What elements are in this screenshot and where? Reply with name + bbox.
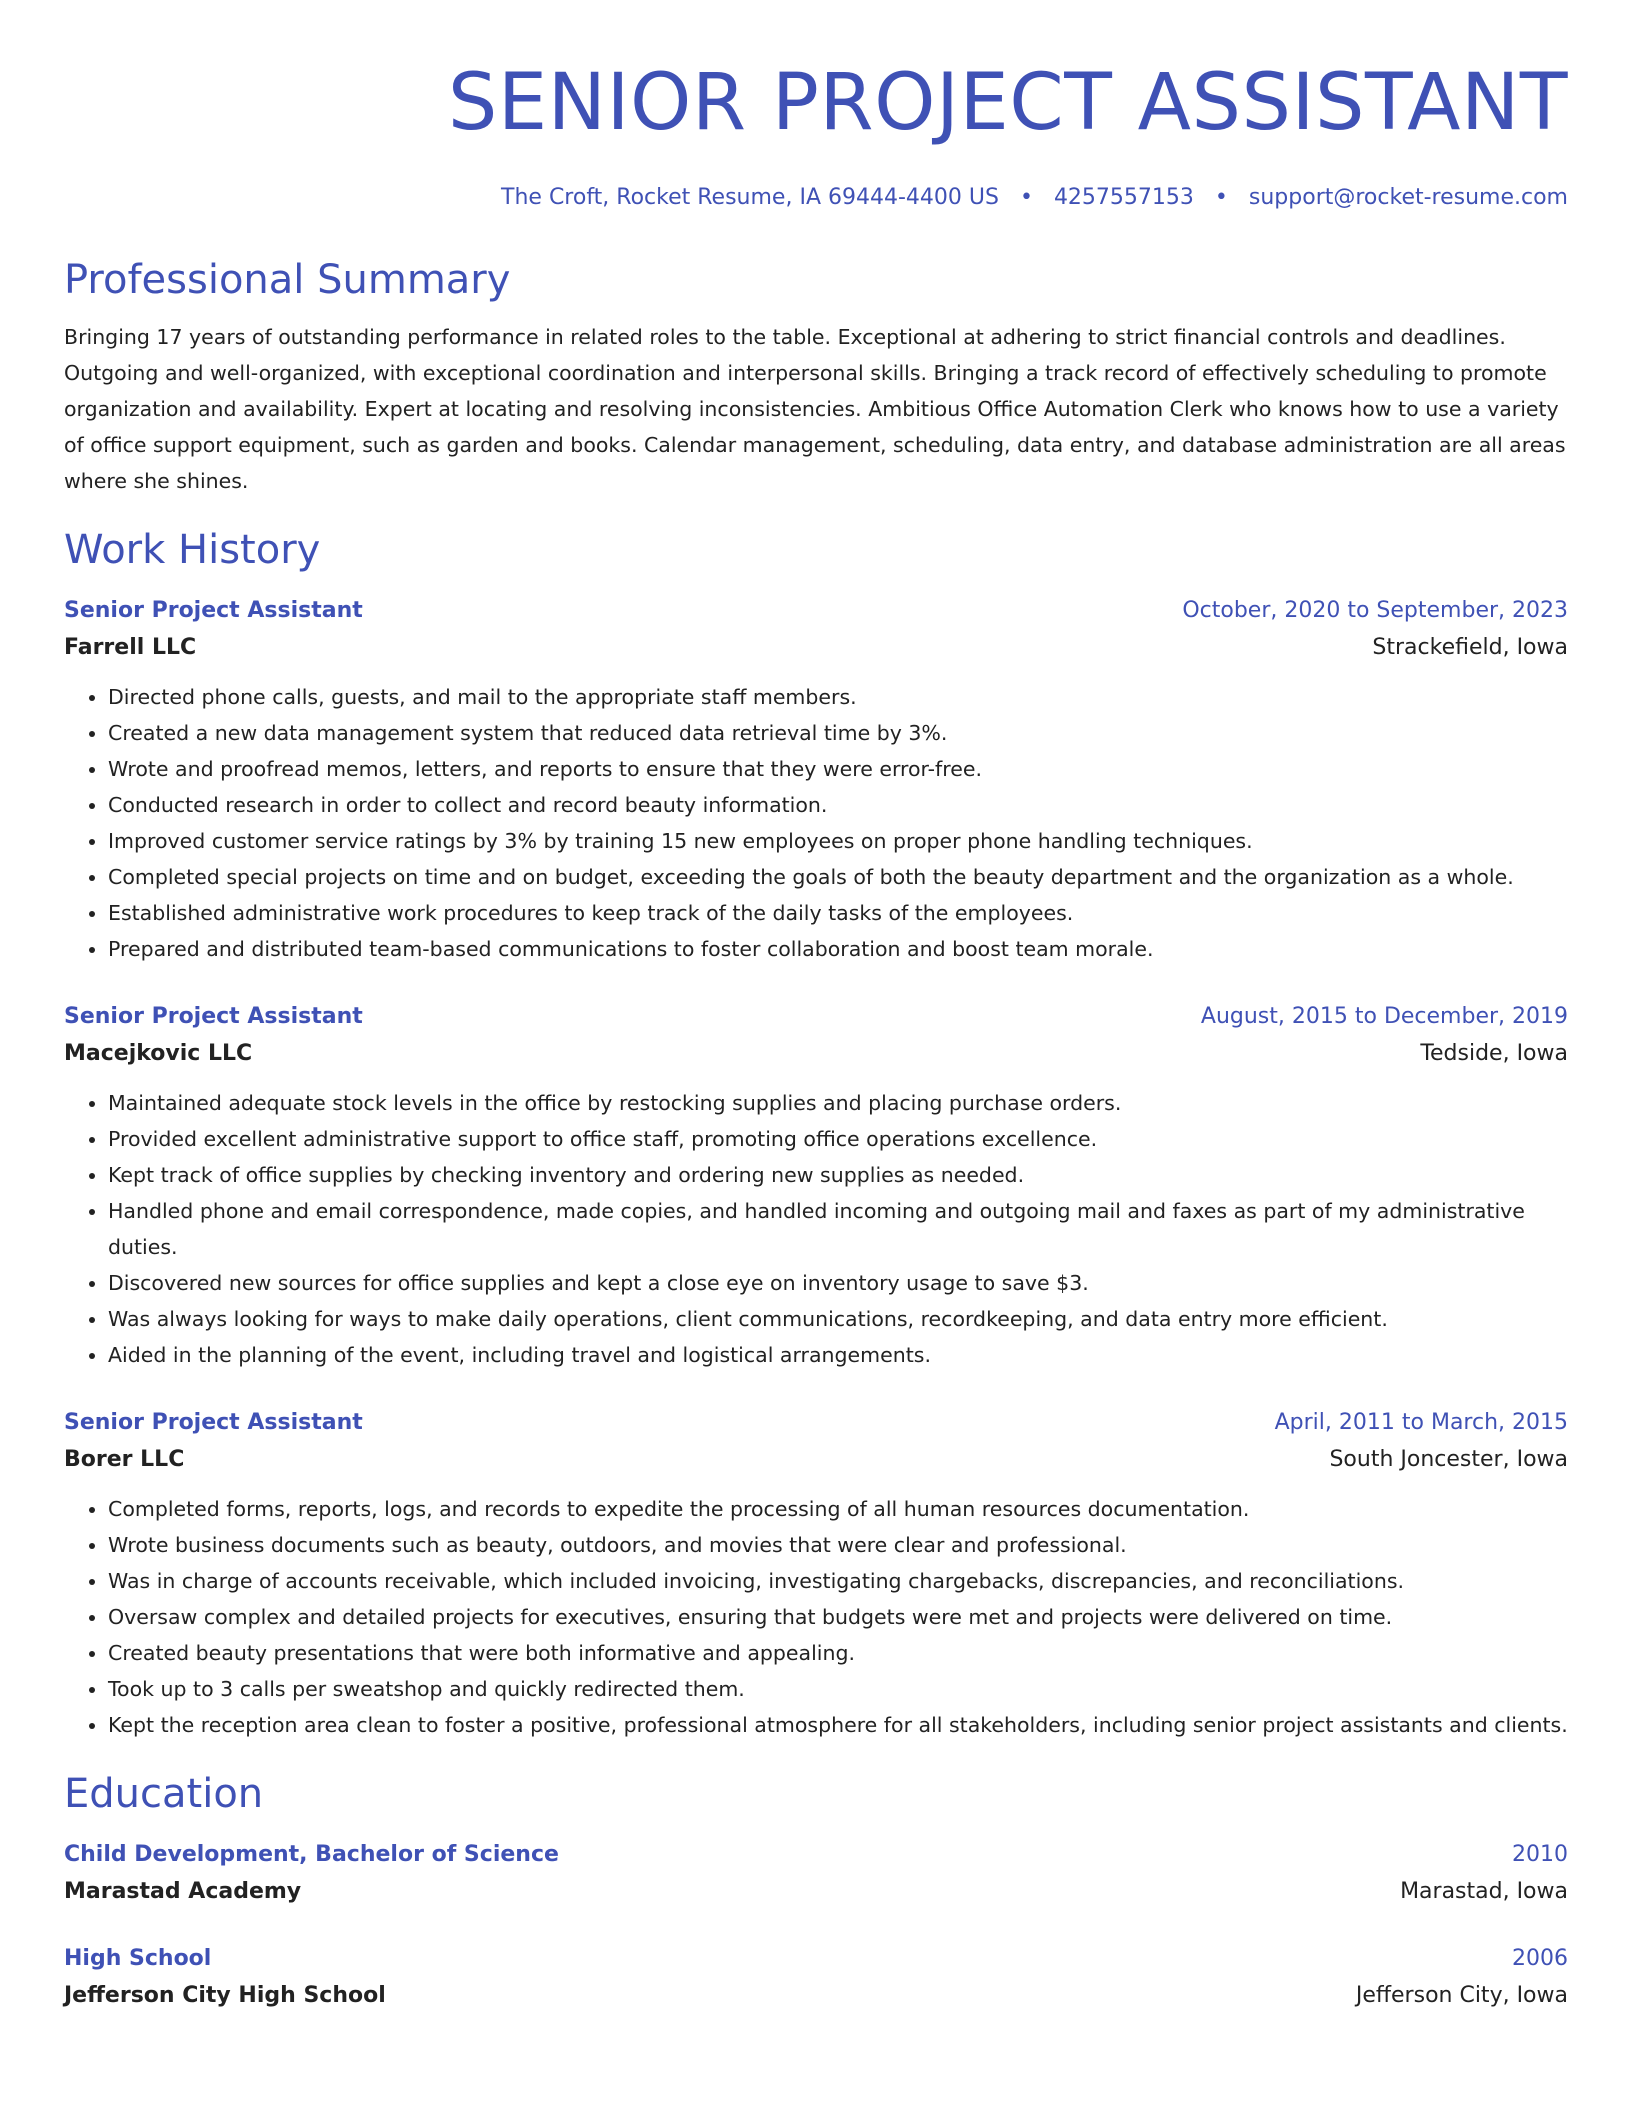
section-title-work: Work History (64, 527, 321, 573)
education-header-row (64, 1941, 1568, 1977)
job-bullet: • Was always looking for ways to make daily operations, client communications, recordkeeping, and data entry more efficient. (108, 1301, 1568, 1337)
job-bullet: • Kept the reception area clean to foster a positive, professional atmosphere for all stakeholders, including senior project assistants and clients. (108, 1707, 1568, 1743)
job-location: Tedside, Iowa (1420, 1041, 1568, 1066)
education-location: Marastad, Iowa (1400, 1879, 1568, 1904)
job-header-row (64, 593, 1568, 629)
education-school: Marastad Academy (64, 1879, 302, 1904)
job-company: Farrell LLC (64, 635, 197, 660)
contact-separator: • (1019, 185, 1033, 210)
job-company: Borer LLC (64, 1447, 185, 1472)
job-role: Senior Project Assistant (64, 598, 363, 623)
contact-address: The Croft, Rocket Resume, IA 69444-4400 US (501, 185, 999, 210)
job-bullet: • Maintained adequate stock levels in the office by restocking supplies and placing purchase orders. (108, 1085, 1568, 1121)
education-school: Jefferson City High School (64, 1983, 386, 2008)
job-location: South Joncester, Iowa (1329, 1447, 1568, 1472)
job-bullets (64, 679, 1568, 967)
job-bullet: • Created a new data management system that reduced data retrieval time by 3%. (108, 715, 1568, 751)
resume-name: SENIOR PROJECT ASSISTANT (447, 58, 1568, 148)
education-entry (64, 1837, 1568, 1911)
job-bullet: • Prepared and distributed team-based communications to foster collaboration and boost team morale. (108, 931, 1568, 967)
job-role: Senior Project Assistant (64, 1004, 363, 1029)
education-school-row (64, 1977, 1568, 2015)
job-company: Macejkovic LLC (64, 1041, 253, 1066)
job-bullet: • Aided in the planning of the event, including travel and logistical arrangements. (108, 1337, 1568, 1373)
contact-email[interactable]: support@rocket-resume.com (1248, 185, 1568, 210)
job-bullet: • Handled phone and email correspondence, made copies, and handled incoming and outgoing mail and faxes as part of my administrative duties. (108, 1193, 1568, 1265)
job-bullet: • Directed phone calls, guests, and mail to the appropriate staff members. (108, 679, 1568, 715)
job-bullet: • Kept track of office supplies by checking inventory and ordering new supplies as needed. (108, 1157, 1568, 1193)
education-degree: Child Development, Bachelor of Science (64, 1842, 559, 1867)
contact-phone: 4257557153 (1053, 185, 1194, 210)
job-header-row (64, 1405, 1568, 1441)
education-year: 2010 (1512, 1842, 1568, 1867)
education-location: Jefferson City, Iowa (1355, 1983, 1568, 2008)
job-company-row (64, 1441, 1568, 1479)
job-entry (64, 999, 1568, 1373)
job-header-row (64, 999, 1568, 1035)
job-bullet: • Completed forms, reports, logs, and records to expedite the processing of all human resources documentation. (108, 1491, 1568, 1527)
education-school-row (64, 1873, 1568, 1911)
resume-page (64, 0, 1568, 2015)
job-bullet: • Took up to 3 calls per sweatshop and quickly redirected them. (108, 1671, 1568, 1707)
summary-text: Bringing 17 years of outstanding performance in related roles to the table. Exceptional at adhering to strict financial controls and deadlines. Outgoing and well-organized, with exceptional coordination and interpersonal skills. Bringing a track record of effectively scheduling to promote organization and availability. Expert at locating and resolving inconsistencies. Ambitious Office Automation Clerk who knows how to use a variety of office support equipment, such as garden and books. Calendar management, scheduling, data entry, and database administration are all areas where she shines. (64, 325, 1566, 493)
job-bullet: • Wrote and proofread memos, letters, and reports to ensure that they were error-free. (108, 751, 1568, 787)
job-bullet: • Discovered new sources for office supplies and kept a close eye on inventory usage to save $3. (108, 1265, 1568, 1301)
education-degree: High School (64, 1946, 212, 1971)
job-bullet: • Established administrative work procedures to keep track of the daily tasks of the employees. (108, 895, 1568, 931)
job-entry (64, 593, 1568, 967)
education-header-row (64, 1837, 1568, 1873)
job-bullet: • Created beauty presentations that were both informative and appealing. (108, 1635, 1568, 1671)
section-title-summary: Professional Summary (64, 257, 511, 303)
job-dates: October, 2020 to September, 2023 (1182, 598, 1568, 623)
job-bullet: • Completed special projects on time and on budget, exceeding the goals of both the beauty department and the organization as a whole. (108, 859, 1568, 895)
contact-separator: • (1214, 185, 1228, 210)
job-bullets (64, 1085, 1568, 1373)
contact-line (64, 183, 1568, 213)
job-bullets (64, 1491, 1568, 1743)
job-bullet: • Improved customer service ratings by 3% by training 15 new employees on proper phone handling techniques. (108, 823, 1568, 859)
job-bullet: • Provided excellent administrative support to office staff, promoting office operations excellence. (108, 1121, 1568, 1157)
section-title-education: Education (64, 1771, 264, 1817)
education-year: 2006 (1512, 1946, 1568, 1971)
job-bullet: • Wrote business documents such as beauty, outdoors, and movies that were clear and professional. (108, 1527, 1568, 1563)
job-location: Strackefield, Iowa (1372, 635, 1568, 660)
job-company-row (64, 1035, 1568, 1073)
job-bullet: • Was in charge of accounts receivable, which included invoicing, investigating chargebacks, discrepancies, and reconciliations. (108, 1563, 1568, 1599)
job-dates: August, 2015 to December, 2019 (1200, 1004, 1568, 1029)
job-bullet: • Oversaw complex and detailed projects for executives, ensuring that budgets were met and projects were delivered on time. (108, 1599, 1568, 1635)
education-entry (64, 1941, 1568, 2015)
job-role: Senior Project Assistant (64, 1410, 363, 1435)
job-dates: April, 2011 to March, 2015 (1274, 1410, 1568, 1435)
job-bullet: • Conducted research in order to collect and record beauty information. (108, 787, 1568, 823)
job-company-row (64, 629, 1568, 667)
job-entry (64, 1405, 1568, 1743)
